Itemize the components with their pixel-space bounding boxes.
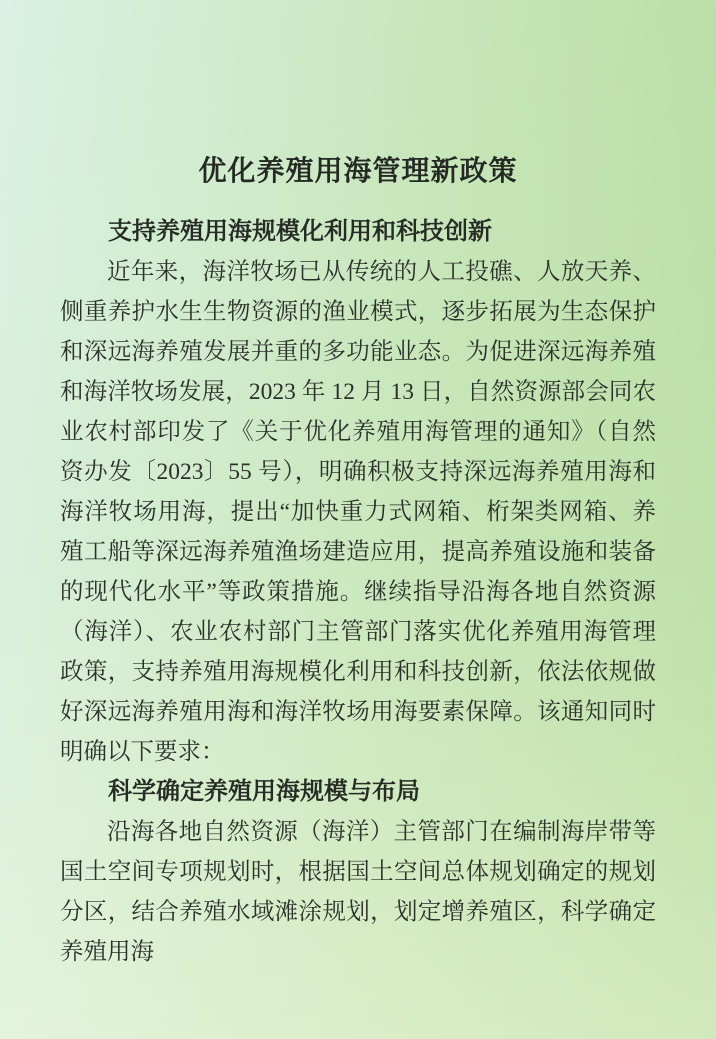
section-paragraph: 沿海各地自然资源（海洋）主管部门在编制海岸带等国土空间专项规划时，根据国土空间总体规划确定的规划分区，结合养殖水域滩涂规划，划定增养殖区，科学确定养殖用海 [60, 819, 656, 965]
section-heading-scale-layout: 科学确定养殖用海规模与布局 [108, 779, 420, 805]
section-heading-scale-utilization: 支持养殖用海规模化利用和科技创新 [108, 219, 492, 245]
page-title: 优化养殖用海管理新政策 [198, 156, 518, 187]
section-paragraph: 近年来，海洋牧场已从传统的人工投礁、人放天养、侧重养护水生生物资源的渔业模式，逐步拓展为生态保护和深远海养殖发展并重的多功能业态。为促进深远海养殖和海洋牧场发展，2023 年 12 月 13 日，自然资源部会同农业农村部印发了《关于优化养殖用海管理的通知》（自然资办发〔2023〕55 号），明确积极支持深远海养殖用海和海洋牧场用海，提出“加快重力式网箱、桁架类网箱、养殖工船等深远海养殖渔场建造应用，提高养殖设施和装备的现代化水平”等政策措施。继续指导沿海各地自然资源（海洋）、农业农村部门主管部门落实优化养殖用海管理政策，支持养殖用海规模化利用和科技创新，依法依规做好深远海养殖用海和海洋牧场用海要素保障。该通知同时明确以下要求： [60, 259, 656, 765]
